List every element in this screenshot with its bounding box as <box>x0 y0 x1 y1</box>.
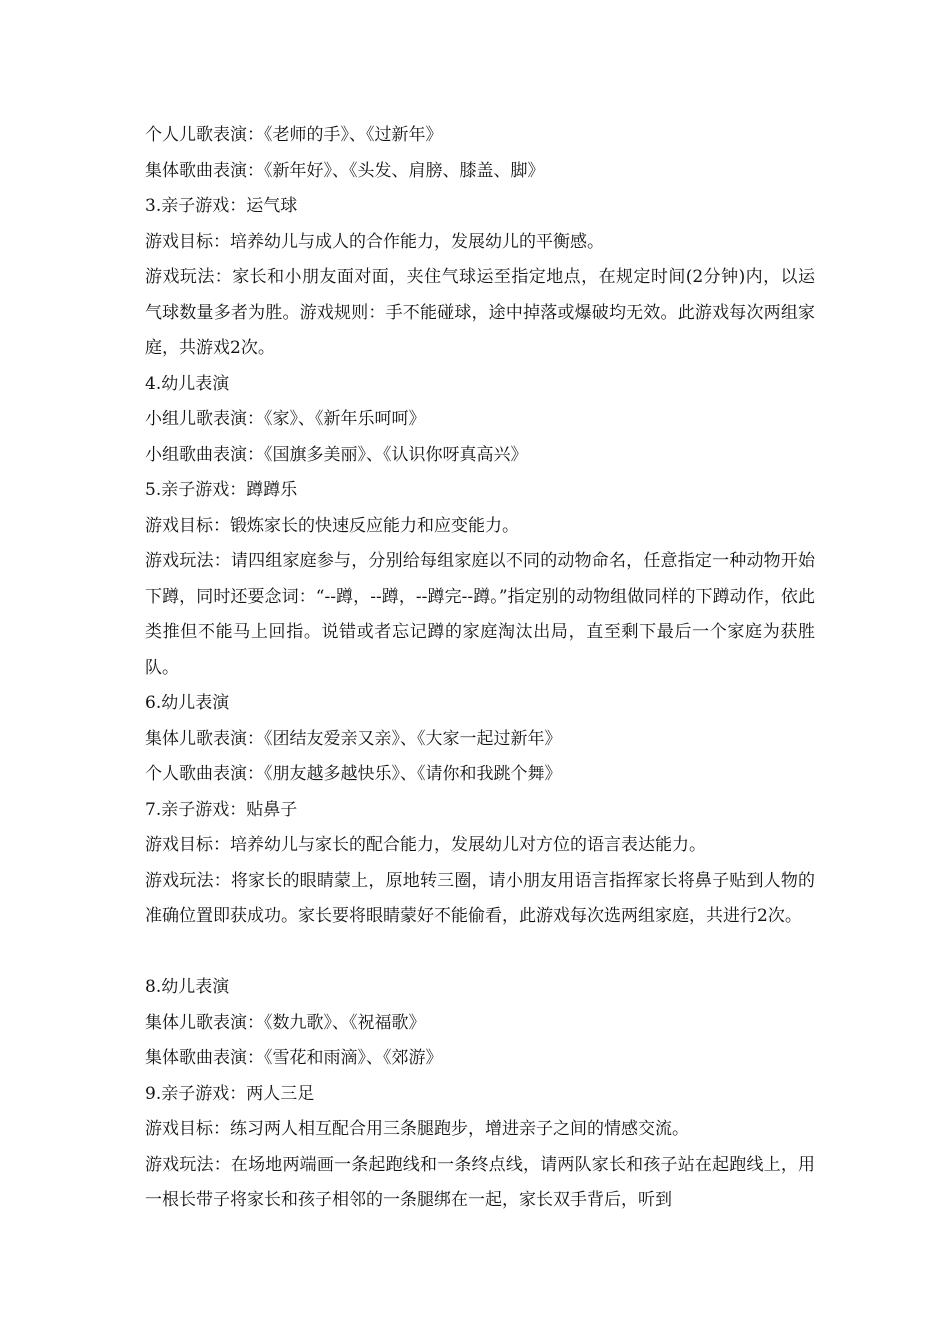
section-heading: 7.亲子游戏：贴鼻子 <box>145 799 298 820</box>
document-body <box>145 118 815 1219</box>
text-line: 游戏目标：培养幼儿与成人的合作能力，发展幼儿的平衡感。 <box>145 231 604 252</box>
text-line: 游戏目标：练习两人相互配合用三条腿跑步，增进亲子之间的情感交流。 <box>145 1119 689 1139</box>
text-line: 游戏目标：培养幼儿与家长的配合能力，发展幼儿对方位的语言表达能力。 <box>145 835 706 855</box>
text-paragraph: 游戏玩法：在场地两端画一条起跑线和一条终点线，请两队家长和孩子站在起跑线上，用一根长带子将家长和孩子相邻的一条腿绑在一起，家长双手背后，听到 <box>145 1154 815 1210</box>
section-heading: 9.亲子游戏：两人三足 <box>145 1083 315 1104</box>
text-paragraph: 游戏玩法：家长和小朋友面对面，夹住气球运至指定地点，在规定时间(2分钟)内，以运气球数量多者为胜。游戏规则：手不能碰球，途中掉落或爆破均无效。此游戏每次两组家庭，共游戏2次。 <box>145 267 815 358</box>
section-heading: 5.亲子游戏：蹲蹲乐 <box>145 480 298 500</box>
section-heading: 6.幼儿表演 <box>145 693 230 713</box>
section-heading: 8.幼儿表演 <box>145 977 230 997</box>
text-line: 游戏目标：锻炼家长的快速反应能力和应变能力。 <box>145 515 519 536</box>
text-line: 个人歌曲表演：《朋友越多越快乐》、《请你和我跳个舞》 <box>145 764 562 784</box>
section-heading: 3.亲子游戏：运气球 <box>145 196 298 216</box>
text-paragraph: 游戏玩法：将家长的眼睛蒙上，原地转三圈，请小朋友用语言指挥家长将鼻子贴到人物的准确位置即获成功。家长要将眼睛蒙好不能偷看，此游戏每次选两组家庭，共进行2次。 <box>145 870 815 926</box>
section-heading: 4.幼儿表演 <box>145 373 230 394</box>
text-paragraph: 游戏玩法：请四组家庭参与，分别给每组家庭以不同的动物命名，任意指定一种动物开始下蹲，同时还要念词：“--蹲，--蹲，--蹲完--蹲。”指定别的动物组做同样的下蹲动作，依此类推但不能马上回指。说错或者忘记蹲的家庭淘汰出局，直至剩下最后一个家庭为获胜队。 <box>145 551 815 678</box>
text-line: 个人儿歌表演：《老师的手》、《过新年》 <box>145 125 443 145</box>
text-line: 小组歌曲表演：《国旗多美丽》、《认识你呀真高兴》 <box>145 444 528 465</box>
text-line: 集体儿歌表演：《团结友爱亲又亲》、《大家一起过新年》 <box>145 728 562 749</box>
text-line: 集体儿歌表演：《数九歌》、《祝福歌》 <box>145 1012 426 1033</box>
text-line: 集体歌曲表演：《新年好》、《头发、肩膀、膝盖、脚》 <box>145 160 545 181</box>
text-line: 小组儿歌表演：《家》、《新年乐呵呵》 <box>145 409 426 429</box>
text-line: 集体歌曲表演：《雪花和雨滴》、《郊游》 <box>145 1048 443 1068</box>
